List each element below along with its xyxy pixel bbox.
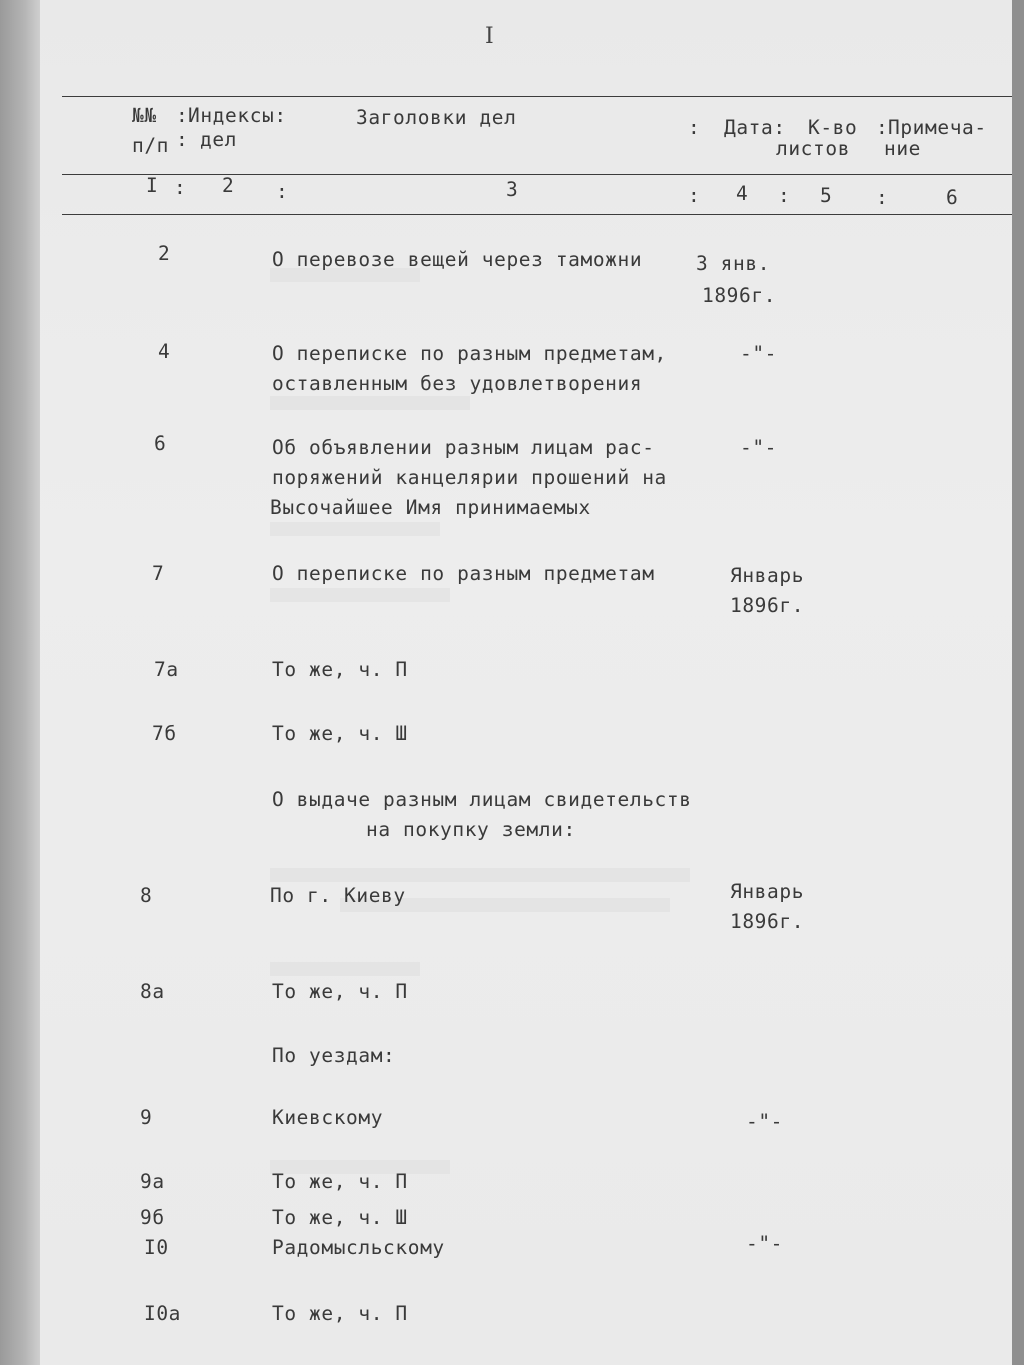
row-number: I0 <box>144 1236 169 1259</box>
row-number: 2 <box>158 242 171 265</box>
row-number: 7 <box>152 562 165 585</box>
column-number-sep: : <box>778 184 791 207</box>
row-date-line: 1896г. <box>730 594 805 617</box>
header-col5-line1: К-во <box>808 116 858 139</box>
bleed-through <box>270 868 690 882</box>
row-title-line: То же, ч. П <box>272 658 408 681</box>
column-number-sep: : <box>174 176 187 199</box>
document-page <box>40 0 1012 1365</box>
row-number: 8 <box>140 884 153 907</box>
row-number: 9б <box>140 1206 165 1229</box>
row-date-line: 3 янв. <box>696 252 771 275</box>
row-date-line: -"- <box>746 1232 784 1255</box>
column-number: 6 <box>946 186 959 209</box>
header-col5-line2: листов <box>776 137 851 160</box>
row-title-line: оставленным без удовлетворения <box>272 372 643 395</box>
row-number: 6 <box>154 432 167 455</box>
header-sep: : <box>176 104 189 127</box>
header-col1-line1: №№ <box>132 104 157 127</box>
row-number: 8а <box>140 980 165 1003</box>
row-title-line: О переписке по разным предметам <box>272 562 655 585</box>
bleed-through <box>270 962 420 976</box>
row-number: 9а <box>140 1170 165 1193</box>
row-title-line: Киевскому <box>272 1106 384 1129</box>
header-rule-bottom <box>62 214 1012 215</box>
header-col4: Дата: <box>724 116 786 139</box>
header-sep: : <box>876 116 889 139</box>
column-number: I <box>146 174 159 197</box>
row-title-line: То же, ч. Ш <box>272 722 408 745</box>
row-title-line: О перевозе вещей через таможни <box>272 248 643 271</box>
row-number: 7а <box>154 658 179 681</box>
row-number: 9 <box>140 1106 153 1129</box>
bleed-through <box>270 522 440 536</box>
row-number: I0а <box>144 1302 182 1325</box>
row-date-line: -"- <box>740 436 778 459</box>
row-date-line: 1896г. <box>702 284 777 307</box>
row-title-line: поряжений канцелярии прошений на <box>272 466 667 489</box>
row-title-line: О переписке по разным предметам, <box>272 342 667 365</box>
row-date-line: -"- <box>740 342 778 365</box>
row-title-line: То же, ч. Ш <box>272 1206 408 1229</box>
row-title-line: По г. Киеву <box>270 884 406 907</box>
section-heading-line: на покупку земли: <box>366 818 576 841</box>
header-col6-line2: ние <box>884 137 922 160</box>
column-number-sep: : <box>276 180 289 203</box>
header-col6-line1: Примеча- <box>888 116 987 139</box>
column-number: 4 <box>736 182 749 205</box>
page-number: I <box>485 24 494 49</box>
row-title-line: Радомысльскому <box>272 1236 445 1259</box>
column-number-sep: : <box>688 184 701 207</box>
row-number: 4 <box>158 340 171 363</box>
header-col1-line2: п/п <box>132 134 170 157</box>
column-number-sep: : <box>876 186 889 209</box>
row-title-line: То же, ч. П <box>272 980 408 1003</box>
header-col2-line1: Индексы: <box>188 104 287 127</box>
column-number: 3 <box>506 178 519 201</box>
row-title-line: То же, ч. П <box>272 1170 408 1193</box>
header-sep: : <box>176 128 189 151</box>
row-title-line: То же, ч. П <box>272 1302 408 1325</box>
binding-shadow <box>0 0 40 1365</box>
row-date-line: -"- <box>746 1110 784 1133</box>
row-title-line: Высочайшее Имя принимаемых <box>270 496 591 519</box>
bleed-through <box>270 588 450 602</box>
header-col2-line2: дел <box>200 128 238 151</box>
row-date-line: Январь <box>730 880 805 903</box>
column-number: 5 <box>820 184 833 207</box>
row-date-line: 1896г. <box>730 910 805 933</box>
header-rule-middle <box>62 174 1012 175</box>
row-title-line: Об объявлении разным лицам рас- <box>272 436 655 459</box>
header-col3: Заголовки дел <box>356 106 517 129</box>
row-date-line: Январь <box>730 564 805 587</box>
header-sep: : <box>688 116 701 139</box>
header-rule-top <box>62 96 1012 97</box>
section-heading-line: О выдаче разным лицам свидетельств <box>272 788 692 811</box>
section-heading-line: По уездам: <box>272 1044 396 1067</box>
bleed-through <box>270 396 470 410</box>
row-number: 7б <box>152 722 177 745</box>
column-number: 2 <box>222 174 235 197</box>
